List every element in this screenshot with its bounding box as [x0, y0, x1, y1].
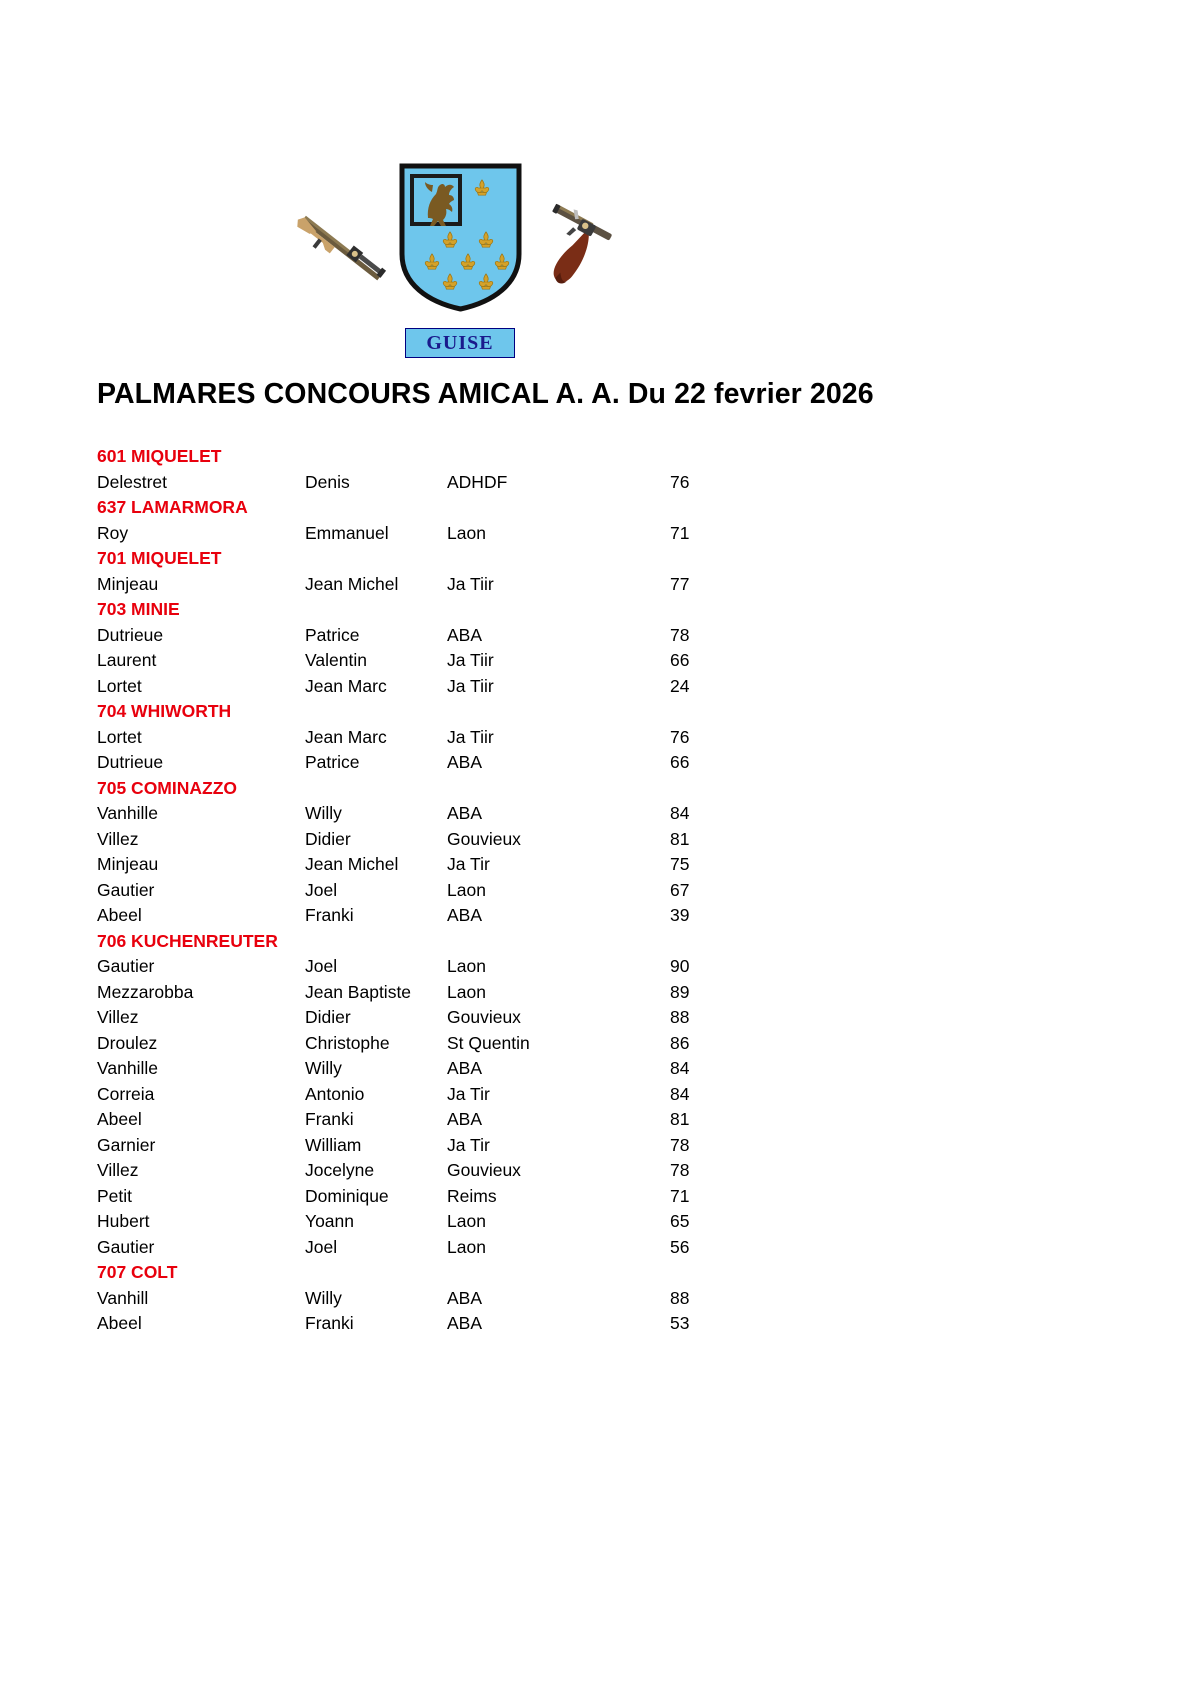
shooter-club: Ja Tiir	[447, 650, 494, 670]
shooter-score: 86	[670, 1032, 690, 1053]
shooter-club: ABA	[447, 1287, 483, 1308]
shooter-lastname: Garnier	[97, 1134, 156, 1155]
result-row	[97, 980, 797, 1006]
shooter-score: 78	[670, 1134, 690, 1155]
club-emblem	[280, 150, 640, 375]
shooter-firstname: Christophe	[305, 1032, 390, 1053]
flintlock-pistol-icon	[530, 202, 630, 312]
shooter-club: Gouvieux	[447, 1160, 521, 1180]
shooter-lastname: Vanhill	[97, 1287, 149, 1308]
shooter-firstname: Willy	[305, 1287, 342, 1308]
shooter-lastname: Roy	[97, 522, 129, 543]
shooter-lastname: Delestret	[97, 471, 168, 492]
shooter-club: ABA	[447, 624, 483, 645]
shooter-score: 67	[670, 879, 690, 900]
result-row	[97, 725, 797, 751]
shooter-firstname: Joel	[305, 956, 338, 976]
shooter-firstname: Jean Michel	[305, 854, 399, 874]
shooter-lastname: Lortet	[97, 675, 142, 696]
shooter-score: 84	[670, 1058, 690, 1078]
shooter-firstname: Joel	[305, 879, 338, 900]
shooter-lastname: Droulez	[97, 1032, 158, 1053]
shooter-firstname: Franki	[305, 1313, 354, 1333]
shooter-score: 65	[670, 1211, 690, 1231]
shooter-score: 88	[670, 1287, 690, 1308]
shooter-club: ABA	[447, 1058, 483, 1078]
result-row	[97, 1158, 797, 1184]
category-heading: 701 MIQUELET	[97, 548, 222, 568]
shooter-club: Reims	[447, 1185, 497, 1206]
shooter-firstname: Franki	[305, 1109, 354, 1129]
shooter-score: 76	[670, 726, 690, 747]
result-row	[97, 801, 797, 827]
shooter-lastname: Abeel	[97, 905, 142, 925]
shooter-club: Laon	[447, 522, 486, 543]
shooter-lastname: Gautier	[97, 1236, 155, 1257]
heraldic-shield-icon	[398, 162, 523, 312]
shooter-firstname: William	[305, 1134, 362, 1155]
shooter-club: ABA	[447, 803, 483, 823]
shooter-club: ABA	[447, 1109, 483, 1129]
shooter-lastname: Mezzarobba	[97, 981, 194, 1002]
shooter-firstname: Jean Michel	[305, 573, 399, 594]
shooter-score: 53	[670, 1313, 690, 1333]
result-row	[97, 1082, 797, 1108]
shooter-firstname: Joel	[305, 1236, 338, 1257]
shooter-firstname: Denis	[305, 471, 350, 492]
result-row	[97, 470, 797, 496]
shooter-firstname: Dominique	[305, 1185, 389, 1206]
result-row	[97, 1209, 797, 1235]
result-row	[97, 903, 797, 929]
shooter-lastname: Lortet	[97, 726, 142, 747]
shooter-firstname: Patrice	[305, 752, 360, 772]
shooter-score: 71	[670, 522, 690, 543]
shooter-score: 66	[670, 650, 690, 670]
shooter-firstname: Willy	[305, 803, 342, 823]
long-rifle-icon	[284, 198, 394, 308]
shooter-score: 78	[670, 1160, 690, 1180]
result-row	[97, 1031, 797, 1057]
shooter-score: 24	[670, 675, 690, 696]
shooter-lastname: Minjeau	[97, 854, 159, 874]
crest-name-text: GUISE	[426, 331, 494, 354]
shooter-score: 81	[670, 828, 690, 849]
category-heading: 705 COMINAZZO	[97, 777, 238, 798]
result-row	[97, 1133, 797, 1159]
shooter-score: 90	[670, 956, 690, 976]
shooter-lastname: Gautier	[97, 879, 155, 900]
shooter-firstname: Jean Marc	[305, 675, 387, 696]
shooter-club: St Quentin	[447, 1032, 530, 1053]
result-row	[97, 1235, 797, 1261]
result-row	[97, 572, 797, 598]
shooter-score: 76	[670, 471, 690, 492]
result-row	[97, 827, 797, 853]
shooter-firstname: Jean Baptiste	[305, 981, 412, 1002]
shooter-lastname: Laurent	[97, 650, 157, 670]
shooter-score: 77	[670, 573, 690, 594]
shooter-club: Ja Tiir	[447, 726, 494, 747]
category-heading: 706 KUCHENREUTER	[97, 930, 278, 951]
shooter-firstname: Yoann	[305, 1211, 354, 1231]
shooter-club: ABA	[447, 1313, 483, 1333]
shooter-club: Gouvieux	[447, 1007, 521, 1027]
shooter-score: 88	[670, 1007, 690, 1027]
category-heading: 601 MIQUELET	[97, 446, 222, 466]
shooter-firstname: Willy	[305, 1058, 342, 1078]
category-heading: 637 LAMARMORA	[97, 497, 248, 517]
crest-name-badge	[405, 328, 515, 358]
shooter-lastname: Vanhille	[97, 1058, 158, 1078]
result-row	[97, 648, 797, 674]
result-row	[97, 878, 797, 904]
shooter-firstname: Emmanuel	[305, 522, 389, 543]
result-row	[97, 1184, 797, 1210]
shooter-lastname: Petit	[97, 1185, 133, 1206]
shooter-lastname: Correia	[97, 1083, 155, 1104]
shooter-lastname: Dutrieue	[97, 752, 164, 772]
shooter-lastname: Minjeau	[97, 573, 159, 594]
category-heading: 707 COLT	[97, 1262, 178, 1282]
shooter-club: ADHDF	[447, 471, 508, 492]
shooter-firstname: Patrice	[305, 624, 360, 645]
shooter-lastname: Vanhille	[97, 803, 158, 823]
shooter-firstname: Antonio	[305, 1083, 365, 1104]
shooter-club: Ja Tir	[447, 1083, 490, 1104]
shooter-club: Laon	[447, 1236, 486, 1257]
shooter-club: ABA	[447, 752, 483, 772]
result-row	[97, 1056, 797, 1082]
shooter-score: 71	[670, 1185, 690, 1206]
shooter-score: 75	[670, 854, 690, 874]
shooter-score: 78	[670, 624, 690, 645]
shooter-lastname: Gautier	[97, 956, 155, 976]
result-row	[97, 750, 797, 776]
shooter-club: Laon	[447, 1211, 486, 1231]
shooter-lastname: Abeel	[97, 1109, 142, 1129]
shooter-lastname: Villez	[97, 828, 139, 849]
shooter-club: ABA	[447, 905, 483, 925]
category-heading: 703 MINIE	[97, 599, 180, 619]
shooter-lastname: Hubert	[97, 1211, 150, 1231]
shooter-score: 81	[670, 1109, 690, 1129]
shooter-club: Ja Tir	[447, 1134, 490, 1155]
shooter-club: Laon	[447, 879, 486, 900]
result-row	[97, 1286, 797, 1312]
shooter-score: 56	[670, 1236, 690, 1257]
shooter-club: Gouvieux	[447, 828, 521, 849]
result-row	[97, 674, 797, 700]
shooter-score: 66	[670, 752, 690, 772]
shooter-firstname: Jean Marc	[305, 726, 387, 747]
shooter-score: 84	[670, 803, 690, 823]
shooter-firstname: Valentin	[305, 650, 367, 670]
category-heading: 704 WHIWORTH	[97, 701, 232, 721]
shooter-club: Ja Tiir	[447, 675, 494, 696]
shooter-club: Laon	[447, 981, 486, 1002]
shooter-firstname: Didier	[305, 1007, 351, 1027]
shooter-club: Laon	[447, 956, 486, 976]
results-list	[97, 444, 797, 1337]
shooter-lastname: Dutrieue	[97, 624, 164, 645]
shooter-firstname: Jocelyne	[305, 1160, 375, 1180]
shooter-score: 89	[670, 981, 690, 1002]
result-row	[97, 852, 797, 878]
result-row	[97, 954, 797, 980]
shooter-lastname: Villez	[97, 1007, 139, 1027]
result-row	[97, 1107, 797, 1133]
shooter-club: Ja Tiir	[447, 573, 494, 594]
shooter-score: 84	[670, 1083, 690, 1104]
shooter-firstname: Franki	[305, 905, 354, 925]
result-row	[97, 1311, 797, 1337]
shooter-lastname: Villez	[97, 1160, 139, 1180]
result-row	[97, 521, 797, 547]
shooter-club: Ja Tir	[447, 854, 490, 874]
page-title: PALMARES CONCOURS AMICAL A. A. Du 22 fevrier 2026	[97, 378, 874, 410]
result-row	[97, 1005, 797, 1031]
shooter-score: 39	[670, 905, 690, 925]
shooter-firstname: Didier	[305, 828, 351, 849]
shooter-lastname: Abeel	[97, 1313, 142, 1333]
result-row	[97, 623, 797, 649]
